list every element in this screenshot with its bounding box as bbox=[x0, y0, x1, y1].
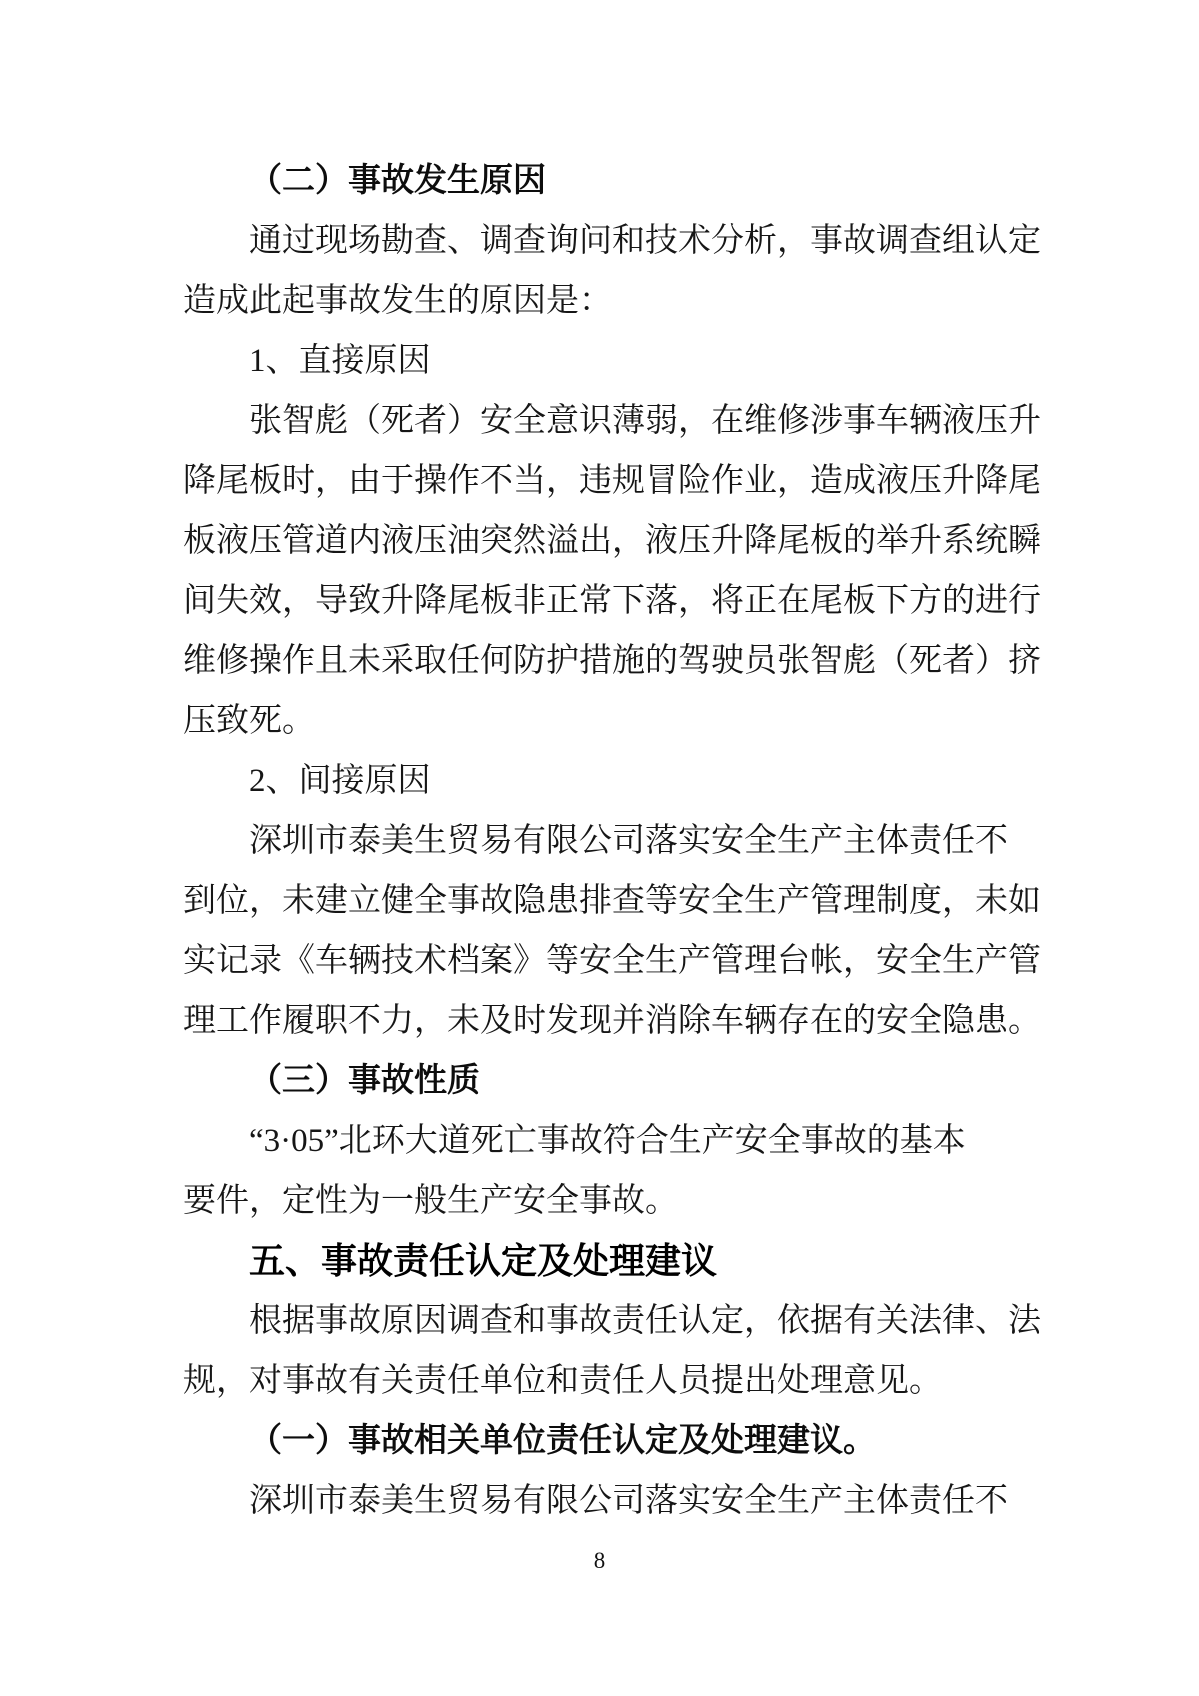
text-line: 2、间接原因 bbox=[249, 763, 431, 799]
text-line: 造成此起事故发生的原因是： bbox=[183, 283, 612, 319]
text-line: 根据事故原因调查和事故责任认定，依据有关法律、法 bbox=[249, 1303, 1041, 1339]
text-line: 深圳市泰美生贸易有限公司落实安全生产主体责任不 bbox=[249, 823, 1008, 859]
text-line: 通过现场勘查、调查询问和技术分析，事故调查组认定 bbox=[249, 223, 1041, 259]
paragraph-indirect-cause bbox=[183, 811, 1049, 1051]
text-line: 板液压管道内液压油突然溢出，液压升降尾板的举升系统瞬 bbox=[183, 523, 1041, 559]
paragraph-investigation-intro bbox=[183, 211, 1049, 331]
section-heading-unit-responsibility bbox=[183, 1411, 1049, 1471]
heading-line: （二）事故发生原因 bbox=[249, 163, 546, 199]
heading-line: （三）事故性质 bbox=[249, 1063, 480, 1099]
text-line: 实记录《车辆技术档案》等安全生产管理台帐，安全生产管 bbox=[183, 943, 1041, 979]
text-line: 间失效，导致升降尾板非正常下落，将正在尾板下方的进行 bbox=[183, 583, 1041, 619]
section-heading-accident-cause bbox=[183, 151, 1049, 211]
heading-line: （一）事故相关单位责任认定及处理建议。 bbox=[249, 1423, 876, 1459]
section-heading-accident-nature bbox=[183, 1051, 1049, 1111]
paragraph-accident-nature bbox=[183, 1111, 1049, 1231]
text-line: 规，对事故有关责任单位和责任人员提出处理意见。 bbox=[183, 1363, 942, 1399]
text-line: 压致死。 bbox=[183, 703, 315, 739]
text-line: 理工作履职不力，未及时发现并消除车辆存在的安全隐患。 bbox=[183, 1003, 1041, 1039]
text-line: 张智彪（死者）安全意识薄弱，在维修涉事车辆液压升 bbox=[249, 403, 1041, 439]
chapter-heading-responsibility bbox=[183, 1231, 1049, 1291]
text-line: “3·05”北环大道死亡事故符合生产安全事故的基本 bbox=[249, 1123, 966, 1159]
paragraph-direct-cause-label bbox=[183, 331, 1049, 391]
text-line: 降尾板时，由于操作不当，违规冒险作业，造成液压升降尾 bbox=[183, 463, 1041, 499]
paragraph-direct-cause bbox=[183, 391, 1049, 751]
text-line: 维修操作且未采取任何防护措施的驾驶员张智彪（死者）挤 bbox=[183, 643, 1041, 679]
heading-line: 五、事故责任认定及处理建议 bbox=[249, 1240, 718, 1281]
page-number: 8 bbox=[593, 1548, 606, 1573]
text-line: 1、直接原因 bbox=[249, 343, 431, 379]
text-line: 到位，未建立健全事故隐患排查等安全生产管理制度，未如 bbox=[183, 883, 1041, 919]
text-line: 要件，定性为一般生产安全事故。 bbox=[183, 1183, 678, 1219]
text-line: 深圳市泰美生贸易有限公司落实安全生产主体责任不 bbox=[249, 1483, 1008, 1519]
document-body bbox=[183, 151, 1049, 1531]
paragraph-unit-responsibility bbox=[183, 1471, 1049, 1531]
paragraph-indirect-cause-label bbox=[183, 751, 1049, 811]
paragraph-responsibility-intro bbox=[183, 1291, 1049, 1411]
